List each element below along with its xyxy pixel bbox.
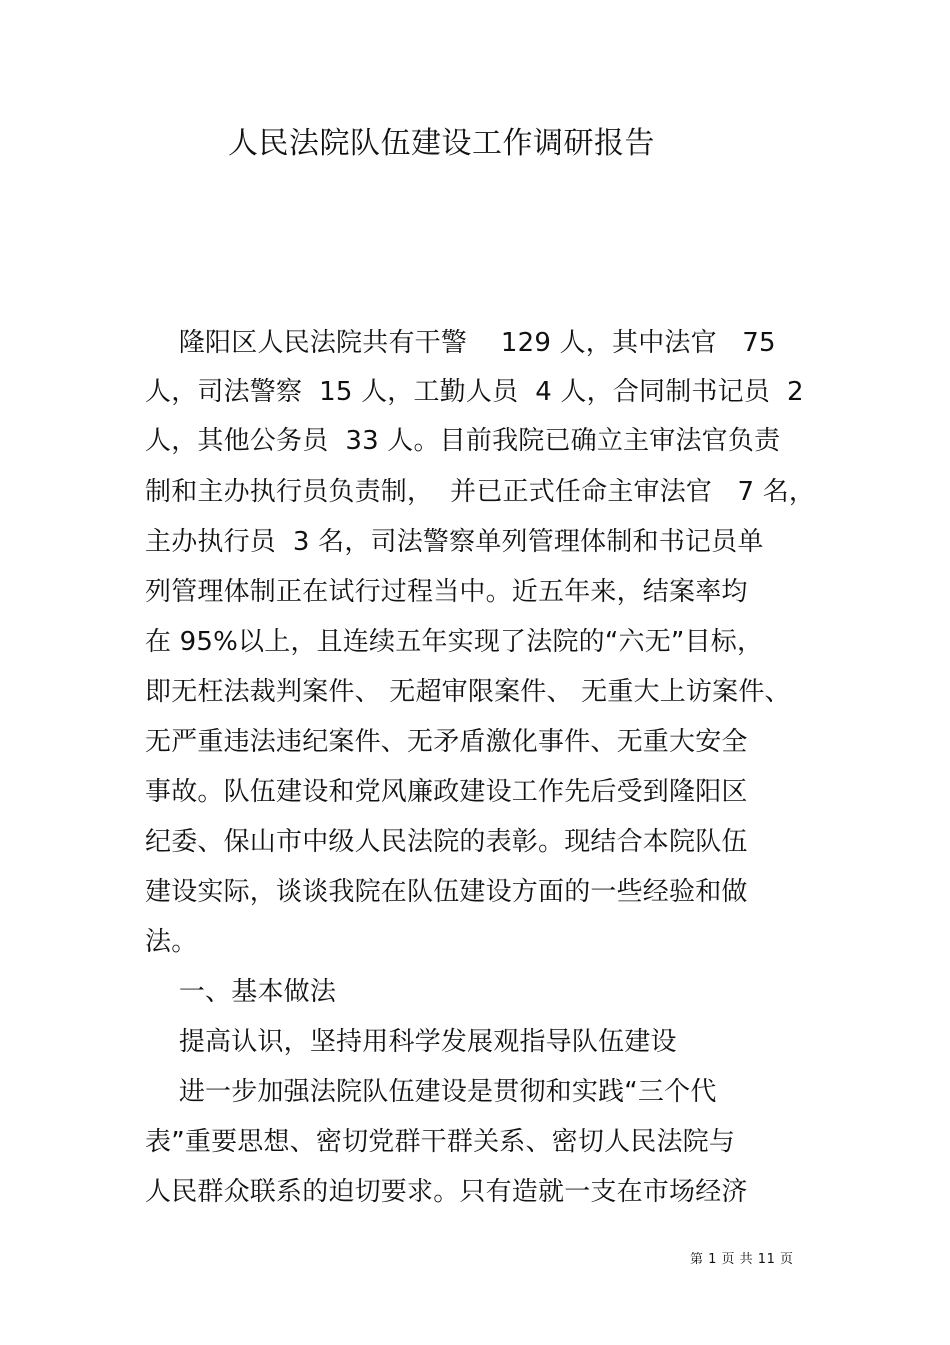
body-line: 主办执行员 3 名，司法警察单列管理体制和书记员单 bbox=[145, 527, 764, 557]
body-line: 事故。队伍建设和党风廉政建设工作先后受到隆阳区 bbox=[145, 777, 748, 807]
body-line: 即无枉法裁判案件、 无超审限案件、 无重大上访案件、 bbox=[145, 677, 791, 707]
body-line: 列管理体制正在试行过程当中。近五年来，结案率均 bbox=[145, 577, 748, 607]
body-line: 建设实际，谈谈我院在队伍建设方面的一些经验和做 bbox=[145, 877, 748, 907]
body-line: 进一步加强法院队伍建设是贯彻和实践“三个代 bbox=[145, 1077, 717, 1107]
body-line: 无严重违法违纪案件、无矛盾激化事件、无重大安全 bbox=[145, 727, 748, 757]
page-number-footer: 第 1 页 共 11 页 bbox=[690, 1252, 794, 1267]
body-line: 人民群众联系的迫切要求。只有造就一支在市场经济 bbox=[145, 1177, 748, 1207]
document-title: 人民法院队伍建设工作调研报告 bbox=[228, 126, 655, 161]
body-line: 纪委、保山市中级人民法院的表彰。现结合本院队伍 bbox=[145, 827, 748, 857]
body-line: 隆阳区人民法院共有干警 129 人，其中法官 75 bbox=[145, 328, 776, 358]
body-line: 制和主办执行员负责制， 并已正式任命主审法官 7 名， bbox=[145, 477, 816, 507]
body-line: 人，司法警察 15 人，工勤人员 4 人，合同制书记员 2 bbox=[145, 377, 804, 407]
body-line: 人，其他公务员 33 人。目前我院已确立主审法官负责 bbox=[145, 426, 781, 456]
body-line: 在 95%以上，且连续五年实现了法院的“六无”目标， bbox=[145, 627, 764, 657]
section-heading: 一、基本做法 bbox=[145, 977, 337, 1007]
body-line: 表”重要思想、密切党群干群关系、密切人民法院与 bbox=[145, 1127, 736, 1157]
subsection-heading: 提高认识，坚持用科学发展观指导队伍建设 bbox=[145, 1027, 677, 1057]
body-line: 法。 bbox=[145, 927, 198, 957]
